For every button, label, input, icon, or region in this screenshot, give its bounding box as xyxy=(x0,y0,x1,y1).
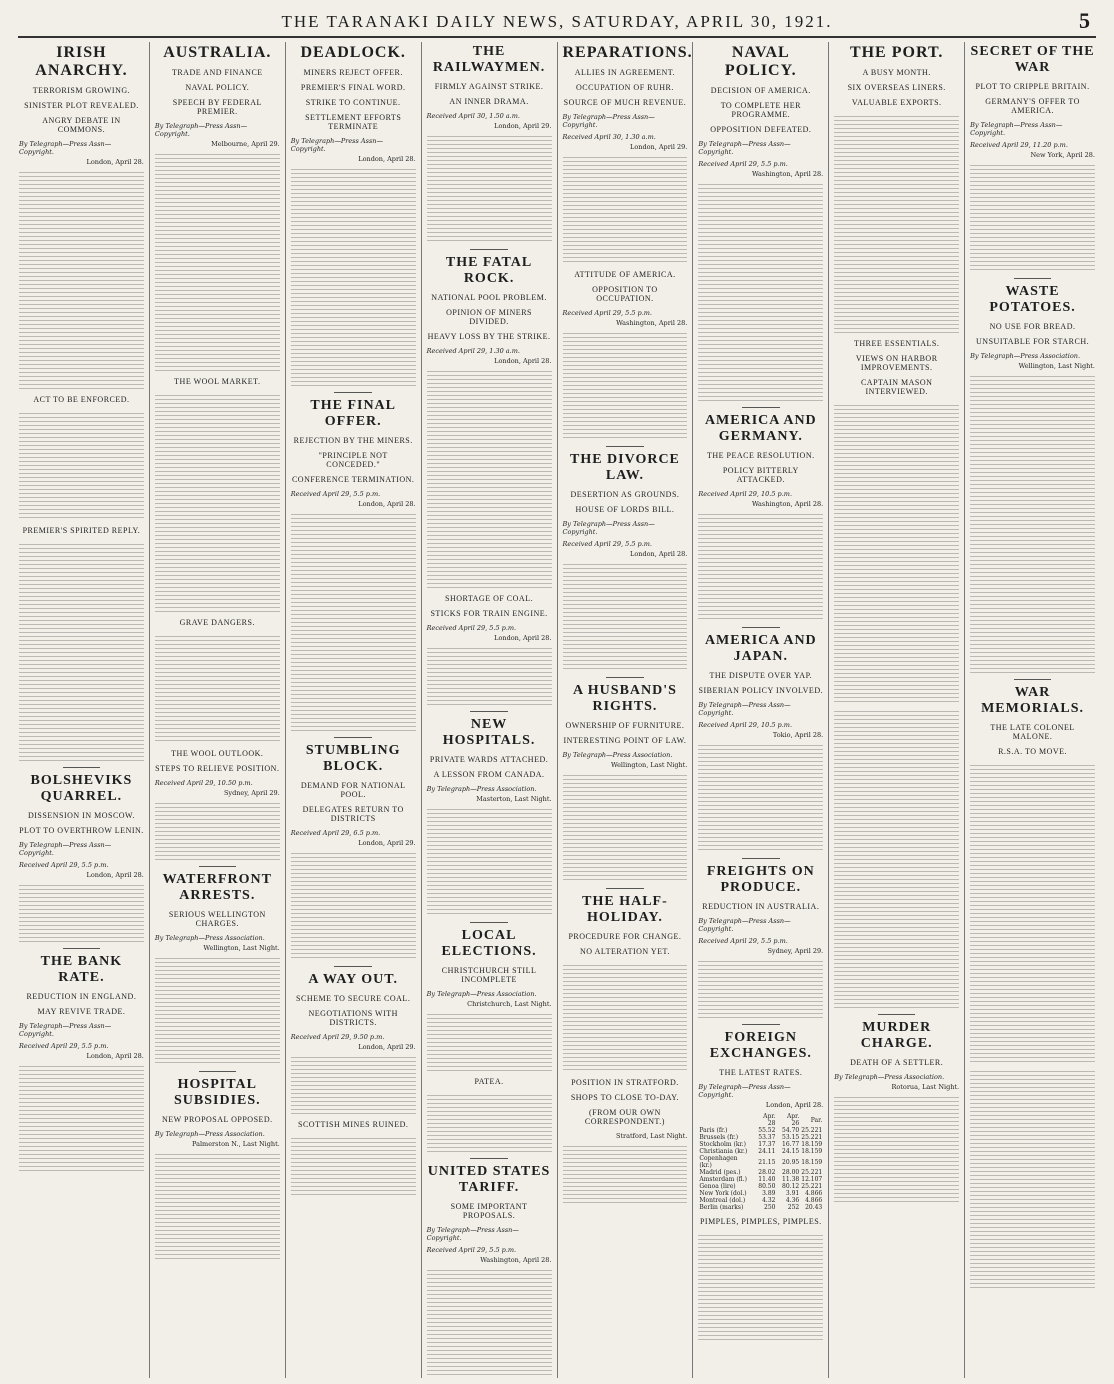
exchange-cell: 4.866 xyxy=(805,1190,823,1197)
received-line: Received April 29, 5.5 p.m. xyxy=(19,861,109,869)
exchange-cell: 11.40 xyxy=(758,1176,776,1183)
credit-line: By Telegraph—Press Association. xyxy=(154,934,265,942)
subhead: A LESSON FROM CANADA. xyxy=(433,770,545,779)
subhead: ALLIES IN AGREEMENT. xyxy=(574,68,676,77)
article-body xyxy=(291,850,416,960)
subhead: OPINION OF MINERS DIVIDED. xyxy=(446,308,532,326)
exchange-cell: 3.89 xyxy=(762,1190,776,1197)
credit-line: By Telegraph—Press Association. xyxy=(154,1130,265,1138)
column-1 xyxy=(14,42,149,1378)
article-body xyxy=(563,561,688,671)
exchange-header-cell xyxy=(698,1113,752,1127)
dateline: Rotorua, Last Night. xyxy=(891,1083,960,1091)
exchange-cell: 4.32 xyxy=(762,1197,776,1204)
column-5 xyxy=(557,42,693,1378)
subhead: NATIONAL POOL PROBLEM. xyxy=(431,293,547,302)
exchange-row xyxy=(698,1134,823,1141)
dateline: London, April 28. xyxy=(765,1101,824,1109)
subhead: DESERTION AS GROUNDS. xyxy=(570,490,680,499)
subhead: THE LATE COLONEL MALONE. xyxy=(990,723,1075,741)
article-body xyxy=(155,800,280,860)
subhead: GERMANY'S OFFER TO AMERICA. xyxy=(985,97,1080,115)
received-line: Received April 29, 6.5 p.m. xyxy=(290,829,381,837)
subhead: (FROM OUR OWN CORRESPONDENT.) xyxy=(584,1108,665,1126)
exchange-cell: 3.91 xyxy=(785,1190,800,1197)
subhead: SOURCE OF MUCH REVENUE. xyxy=(563,98,687,107)
exchange-cell: 11.38 xyxy=(782,1176,800,1183)
exchange-cell: 4.866 xyxy=(805,1197,823,1204)
exchange-cell: Stockholm (kr.) xyxy=(699,1141,746,1148)
dateline: London, April 28. xyxy=(358,155,416,163)
article-body xyxy=(834,708,959,1008)
column-2 xyxy=(149,42,285,1378)
headline-reparations: REPARATIONS. xyxy=(562,44,693,61)
dateline: Christchurch, Last Night. xyxy=(467,1000,552,1008)
article-body xyxy=(834,1094,959,1204)
dateline: London, April 28. xyxy=(86,158,144,166)
exchange-cell: Amsterdam (fl.) xyxy=(699,1176,747,1183)
subhead: PROCEDURE FOR CHANGE. xyxy=(568,932,682,941)
subhead: DISSENSION IN MOSCOW. xyxy=(27,811,135,820)
subhead: SCOTTISH MINES RUINED. xyxy=(298,1120,409,1129)
subhead: DELEGATES RETURN TO DISTRICTS xyxy=(302,805,404,823)
subhead: NEW PROPOSAL OPPOSED. xyxy=(161,1115,273,1124)
exchange-cell: 252 xyxy=(787,1204,800,1211)
credit-line: By Telegraph—Press Association. xyxy=(426,785,537,793)
credit-line: By Telegraph—Press Assn—Copyright. xyxy=(562,113,655,129)
article-body xyxy=(427,1267,552,1377)
subhead: NEGOTIATIONS WITH DISTRICTS. xyxy=(308,1009,398,1027)
subhead: SCHEME TO SECURE COAL. xyxy=(296,994,411,1003)
dateline: Masterton, Last Night. xyxy=(476,795,552,803)
subhead: ATTITUDE OF AMERICA. xyxy=(574,270,676,279)
subhead: NAVAL POLICY. xyxy=(185,83,250,92)
subhead: SINISTER PLOT REVEALED. xyxy=(24,101,139,110)
article-body xyxy=(563,154,688,264)
subhead: THE WOOL OUTLOOK. xyxy=(171,749,264,758)
received-line: Received April 29, 5.5 p.m. xyxy=(19,1042,109,1050)
exchange-row xyxy=(698,1176,823,1183)
subhead: REDUCTION IN ENGLAND. xyxy=(26,992,137,1001)
exchange-row xyxy=(698,1190,823,1197)
headline-united-states-tariff: UNITED STATES TARIFF. xyxy=(427,1164,551,1195)
masthead xyxy=(18,6,1096,38)
headline-hospital-subsidies: HOSPITAL SUBSIDIES. xyxy=(173,1077,261,1108)
article-body xyxy=(698,958,823,1018)
subhead: PATEA. xyxy=(474,1077,504,1086)
article-body xyxy=(427,806,552,916)
subhead: POLICY BITTERLY ATTACKED. xyxy=(722,466,799,484)
received-line: Received April 29, 5.5 p.m. xyxy=(698,937,788,945)
article-body xyxy=(834,113,959,333)
article-body xyxy=(563,962,688,1072)
subhead: ANGRY DEBATE IN COMMONS. xyxy=(42,116,121,134)
subhead: GRAVE DANGERS. xyxy=(179,618,255,627)
subhead: TO COMPLETE HER PROGRAMME. xyxy=(720,101,801,119)
subhead: A BUSY MONTH. xyxy=(862,68,931,77)
exchange-cell: New York (dol.) xyxy=(699,1190,747,1197)
article-body xyxy=(970,762,1095,1062)
exchange-cell: 25.221 xyxy=(801,1134,823,1141)
dateline: Palmerston N., Last Night. xyxy=(192,1140,280,1148)
subhead: THE LATEST RATES. xyxy=(719,1068,803,1077)
article-body xyxy=(563,330,688,440)
article-body xyxy=(563,1143,688,1203)
headline-freights-on-produce: FREIGHTS ON PRODUCE. xyxy=(706,864,815,895)
subhead: PREMIER'S SPIRITED REPLY. xyxy=(22,526,141,535)
dateline: London, April 28. xyxy=(358,500,416,508)
article-body xyxy=(698,511,823,621)
subhead: CAPTAIN MASON INTERVIEWED. xyxy=(860,378,933,396)
dateline: London, April 28. xyxy=(494,634,552,642)
subhead: THE WOOL MARKET. xyxy=(174,377,261,386)
received-line: Received April 29, 1.30 a.m. xyxy=(426,347,520,355)
exchange-cell: 21.15 xyxy=(758,1158,776,1166)
article-body xyxy=(291,1054,416,1114)
subhead: PIMPLES, PIMPLES, PIMPLES. xyxy=(699,1217,822,1226)
column-3 xyxy=(285,42,421,1378)
subhead: FIRMLY AGAINST STRIKE. xyxy=(434,82,544,91)
subhead: CHRISTCHURCH STILL INCOMPLETE xyxy=(441,966,537,984)
exchange-cell: 16.77 xyxy=(782,1141,800,1148)
credit-line: By Telegraph—Press Assn—Copyright. xyxy=(970,121,1063,137)
subhead: OWNERSHIP OF FURNITURE. xyxy=(565,721,685,730)
newspaper-title: THE TARANAKI DAILY NEWS, SATURDAY, APRIL 30, 1921. xyxy=(281,12,833,31)
advertisement-body xyxy=(698,1232,823,1342)
article-body xyxy=(19,410,144,520)
headline-a-way-out: A WAY OUT. xyxy=(308,972,399,987)
exchange-cell: 80.12 xyxy=(782,1183,800,1190)
article-body xyxy=(970,1068,1095,1288)
dateline: Tokio, April 28. xyxy=(772,731,824,739)
credit-line: By Telegraph—Press Assn—Copyright. xyxy=(698,140,791,156)
dateline: London, April 28. xyxy=(630,550,688,558)
exchange-row xyxy=(698,1197,823,1204)
subhead: R.S.A. TO MOVE. xyxy=(998,747,1068,756)
page-columns xyxy=(14,42,1100,1378)
headline-fatal-rock: THE FATAL ROCK. xyxy=(445,255,533,286)
dateline: Sydney, April 29. xyxy=(767,947,824,955)
exchange-cell: 53.15 xyxy=(782,1134,800,1141)
received-line: Received April 29, 5.5 p.m. xyxy=(562,540,653,548)
article-body xyxy=(970,162,1095,272)
article-body xyxy=(19,1063,144,1173)
exchange-header-cell: Apr. 26 xyxy=(786,1113,800,1127)
article-body xyxy=(291,166,416,386)
credit-line: By Telegraph—Press Assn—Copyright. xyxy=(562,520,655,536)
dateline: London, April 28. xyxy=(86,1052,144,1060)
headline-new-hospitals: NEW HOSPITALS. xyxy=(442,717,536,748)
headline-bolsheviks-quarrel: BOLSHEVIKS QUARREL. xyxy=(30,773,133,804)
dateline: Washington, April 28. xyxy=(751,500,824,508)
headline-murder-charge: MURDER CHARGE. xyxy=(860,1020,933,1051)
subhead: THE DISPUTE OVER YAP. xyxy=(709,671,813,680)
exchange-cell: 25.221 xyxy=(801,1127,823,1134)
subhead: AN INNER DRAMA. xyxy=(449,97,529,106)
column-4 xyxy=(421,42,557,1378)
page-number: 5 xyxy=(1079,8,1090,33)
exchange-cell: Copenhagen (kr.) xyxy=(699,1155,738,1169)
dateline: Washington, April 28. xyxy=(751,170,824,178)
subhead: POSITION IN STRATFORD. xyxy=(571,1078,679,1087)
subhead: NO ALTERATION YET. xyxy=(580,947,670,956)
exchange-cell: 17.37 xyxy=(758,1141,776,1148)
headline-husbands-rights: A HUSBAND'S RIGHTS. xyxy=(572,683,677,714)
dateline: Sydney, April 29. xyxy=(223,789,280,797)
headline-railwaymen: THE RAILWAYMEN. xyxy=(432,44,546,75)
received-line: Received April 29, 5.5 p.m. xyxy=(698,160,788,168)
subhead: STRIKE TO CONTINUE. xyxy=(305,98,401,107)
credit-line: By Telegraph—Press Assn—Copyright. xyxy=(19,1022,112,1038)
credit-line: By Telegraph—Press Assn—Copyright. xyxy=(154,122,248,138)
dateline: London, April 29. xyxy=(358,839,416,847)
subhead: THE PEACE RESOLUTION. xyxy=(707,451,815,460)
article-body xyxy=(563,772,688,882)
subhead: REDUCTION IN AUSTRALIA. xyxy=(702,902,820,911)
subhead: MINERS REJECT OFFER. xyxy=(303,68,403,77)
exchange-cell: 25.221 xyxy=(801,1169,823,1176)
received-line: Received April 29, 10.5 p.m. xyxy=(698,490,793,498)
exchange-cell: 80.50 xyxy=(758,1183,776,1190)
article-body xyxy=(834,402,959,702)
article-body xyxy=(970,373,1095,673)
subhead: STICKS FOR TRAIN ENGINE. xyxy=(430,609,548,618)
dateline: London, April 29. xyxy=(358,1043,416,1051)
subhead: TERRORISM GROWING. xyxy=(32,86,131,95)
subhead: PREMIER'S FINAL WORD. xyxy=(300,83,406,92)
dateline: London, April 29. xyxy=(630,143,688,151)
received-line: Received April 29, 10.5 p.m. xyxy=(698,721,793,729)
headline-deadlock: DEADLOCK. xyxy=(300,44,406,61)
article-body xyxy=(155,633,280,743)
headline-australia: AUSTRALIA. xyxy=(163,44,272,61)
credit-line: By Telegraph—Press Assn—Copyright. xyxy=(698,1083,791,1099)
headline-foreign-exchanges: FOREIGN EXCHANGES. xyxy=(709,1030,812,1061)
headline-half-holiday: THE HALF-HOLIDAY. xyxy=(582,894,668,925)
headline-america-and-germany: AMERICA AND GERMANY. xyxy=(704,413,817,444)
subhead: PRIVATE WARDS ATTACHED. xyxy=(429,755,549,764)
subhead: HOUSE OF LORDS BILL. xyxy=(575,505,675,514)
article-body xyxy=(155,1151,280,1261)
exchange-cell: 28.02 xyxy=(758,1169,776,1176)
exchange-row xyxy=(698,1127,823,1134)
headline-local-elections: LOCAL ELECTIONS. xyxy=(441,928,537,959)
dateline: London, April 29. xyxy=(494,122,552,130)
subhead: SPEECH BY FEDERAL PREMIER. xyxy=(172,98,262,116)
headline-the-port: THE PORT. xyxy=(849,44,944,61)
article-body xyxy=(155,392,280,612)
subhead: TRADE AND FINANCE xyxy=(171,68,263,77)
exchange-cell: 18.159 xyxy=(801,1148,823,1155)
headline-war-memorials: WAR MEMORIALS. xyxy=(981,685,1085,716)
credit-line: By Telegraph—Press Association. xyxy=(970,352,1081,360)
received-line: Received April 29, 5.5 p.m. xyxy=(290,490,381,498)
exchange-cell: Madrid (pes.) xyxy=(699,1169,741,1176)
article-body xyxy=(155,151,280,371)
received-line: Received April 30, 1.50 a.m. xyxy=(426,112,520,120)
exchange-cell: 25.221 xyxy=(801,1183,823,1190)
exchange-cell: 54.70 xyxy=(782,1127,800,1134)
exchange-cell: 24.11 xyxy=(758,1148,776,1155)
dateline: Washington, April 28. xyxy=(480,1256,552,1264)
article-body xyxy=(19,882,144,942)
column-6 xyxy=(692,42,828,1378)
subhead: SIBERIAN POLICY INVOLVED. xyxy=(698,686,824,695)
dateline: Stratford, Last Night. xyxy=(615,1132,688,1140)
exchange-cell: 4.36 xyxy=(785,1197,800,1204)
subhead: STEPS TO RELIEVE POSITION. xyxy=(155,764,280,773)
subhead: OCCUPATION OF RUHR. xyxy=(575,83,674,92)
credit-line: By Telegraph—Press Assn—Copyright. xyxy=(426,1226,519,1242)
exchange-cell: 20.95 xyxy=(782,1158,800,1166)
article-body xyxy=(427,133,552,243)
article-body xyxy=(427,645,552,705)
exchange-row xyxy=(698,1155,823,1169)
dateline: London, April 28. xyxy=(494,357,552,365)
exchange-cell: 250 xyxy=(764,1204,776,1211)
received-line: Received April 29, 10.50 p.m. xyxy=(154,779,253,787)
exchange-cell: Berlin (marks) xyxy=(699,1204,744,1211)
column-8 xyxy=(964,42,1100,1378)
headline-waterfront-arrests: WATERFRONT ARRESTS. xyxy=(162,872,272,903)
dateline: London, April 28. xyxy=(86,871,144,879)
exchange-cell: 20.43 xyxy=(805,1204,823,1211)
exchange-cell: Christiania (kr.) xyxy=(699,1148,748,1155)
headline-bank-rate: THE BANK RATE. xyxy=(40,954,123,985)
article-body xyxy=(19,169,144,389)
credit-line: By Telegraph—Press Association. xyxy=(426,990,537,998)
exchange-cell: Montreal (dol.) xyxy=(699,1197,746,1204)
subhead: SHORTAGE OF COAL. xyxy=(445,594,534,603)
article-body xyxy=(19,541,144,761)
subhead: NO USE FOR BREAD. xyxy=(989,322,1076,331)
received-line: Received April 29, 5.5 p.m. xyxy=(426,624,517,632)
received-line: Received April 29, 5.5 p.m. xyxy=(562,309,653,317)
headline-stumbling-block: STUMBLING BLOCK. xyxy=(305,743,401,774)
subhead: VIEWS ON HARBOR IMPROVEMENTS. xyxy=(855,354,938,372)
received-line: Received April 29, 9.50 p.m. xyxy=(290,1033,385,1041)
exchange-cell: 24.15 xyxy=(782,1148,800,1155)
headline-america-and-japan: AMERICA AND JAPAN. xyxy=(704,633,817,664)
subhead: SERIOUS WELLINGTON CHARGES. xyxy=(168,910,266,928)
exchange-header-cell: Apr. 28 xyxy=(763,1113,776,1127)
subhead: HEAVY LOSS BY THE STRIKE. xyxy=(427,332,551,341)
column-7 xyxy=(828,42,964,1378)
credit-line: By Telegraph—Press Assn—Copyright. xyxy=(19,841,112,857)
received-line: Received April 30, 1.30 a.m. xyxy=(562,133,656,141)
dateline: Wellington, Last Night. xyxy=(610,761,688,769)
exchange-cell: 12.107 xyxy=(801,1176,823,1183)
subhead: PLOT TO OVERTHROW LENIN. xyxy=(19,826,144,835)
dateline: Melbourne, April 29. xyxy=(211,140,280,148)
headline-naval-policy: NAVAL POLICY. xyxy=(724,44,797,79)
subhead: OPPOSITION TO OCCUPATION. xyxy=(592,285,658,303)
subhead: PLOT TO CRIPPLE BRITAIN. xyxy=(975,82,1090,91)
credit-line: By Telegraph—Press Association. xyxy=(562,751,673,759)
exchange-rates-table xyxy=(698,1113,823,1211)
subhead: "PRINCIPLE NOT CONCEDED." xyxy=(318,451,388,469)
subhead: REJECTION BY THE MINERS. xyxy=(293,436,413,445)
headline-irish-anarchy: IRISH ANARCHY. xyxy=(35,44,128,79)
exchange-cell: 18.159 xyxy=(801,1158,823,1166)
article-body xyxy=(698,181,823,401)
dateline: Wellington, Last Night. xyxy=(203,944,280,952)
subhead: SIX OVERSEAS LINERS. xyxy=(847,83,946,92)
subhead: SHOPS TO CLOSE TO-DAY. xyxy=(570,1093,680,1102)
headline-divorce-law: THE DIVORCE LAW. xyxy=(569,452,680,483)
headline-secret-of-the-war: SECRET OF THE WAR xyxy=(970,44,1095,75)
subhead: UNSUITABLE FOR STARCH. xyxy=(976,337,1090,346)
headline-final-offer: THE FINAL OFFER. xyxy=(310,398,396,429)
subhead: DEATH OF A SETTLER. xyxy=(850,1058,944,1067)
exchange-row xyxy=(698,1141,823,1148)
exchange-cell: 28.00 xyxy=(782,1169,800,1176)
credit-line: By Telegraph—Press Association. xyxy=(834,1073,945,1081)
exchange-row xyxy=(698,1148,823,1155)
article-body xyxy=(291,1135,416,1195)
exchange-cell: Brussels (fr.) xyxy=(699,1134,739,1141)
credit-line: By Telegraph—Press Assn—Copyright. xyxy=(290,137,383,153)
credit-line: By Telegraph—Press Assn—Copyright. xyxy=(698,701,791,717)
subhead: ACT TO BE ENFORCED. xyxy=(33,395,130,404)
subhead: THREE ESSENTIALS. xyxy=(853,339,940,348)
credit-line: By Telegraph—Press Assn—Copyright. xyxy=(698,917,791,933)
exchange-cell: 55.52 xyxy=(758,1127,776,1134)
article-body xyxy=(698,742,823,852)
dateline: New York, April 28. xyxy=(1030,151,1095,159)
exchange-header-cell: Par. xyxy=(810,1116,823,1124)
exchange-row xyxy=(698,1183,823,1190)
exchange-row xyxy=(698,1169,823,1176)
exchange-cell: Genoa (lire) xyxy=(699,1183,736,1190)
received-line: Received April 29, 11.20 p.m. xyxy=(970,141,1068,149)
article-body xyxy=(291,511,416,731)
subhead: DEMAND FOR NATIONAL POOL. xyxy=(300,781,406,799)
article-body xyxy=(427,1011,552,1071)
credit-line: By Telegraph—Press Assn—Copyright. xyxy=(19,140,112,156)
dateline: Wellington, Last Night. xyxy=(1018,362,1095,370)
received-line: Received April 29, 5.5 p.m. xyxy=(426,1246,517,1254)
exchange-cell: 53.37 xyxy=(758,1134,776,1141)
article-body xyxy=(155,955,280,1065)
article-body xyxy=(427,1092,552,1152)
headline-waste-potatoes: WASTE POTATOES. xyxy=(989,284,1076,315)
subhead: OPPOSITION DEFEATED. xyxy=(710,125,812,134)
exchange-cell: 18.159 xyxy=(801,1141,823,1148)
subhead: MAY REVIVE TRADE. xyxy=(37,1007,126,1016)
article-body xyxy=(427,368,552,588)
subhead: DECISION OF AMERICA. xyxy=(710,86,811,95)
subhead: VALUABLE EXPORTS. xyxy=(851,98,942,107)
subhead: INTERESTING POINT OF LAW. xyxy=(563,736,687,745)
subhead: CONFERENCE TERMINATION. xyxy=(291,475,415,484)
subhead: SOME IMPORTANT PROPOSALS. xyxy=(450,1202,528,1220)
subhead: SETTLEMENT EFFORTS TERMINATE xyxy=(305,113,402,131)
exchange-row xyxy=(698,1204,823,1211)
dateline: Washington, April 28. xyxy=(616,319,688,327)
exchange-cell: Paris (fr.) xyxy=(699,1127,728,1134)
